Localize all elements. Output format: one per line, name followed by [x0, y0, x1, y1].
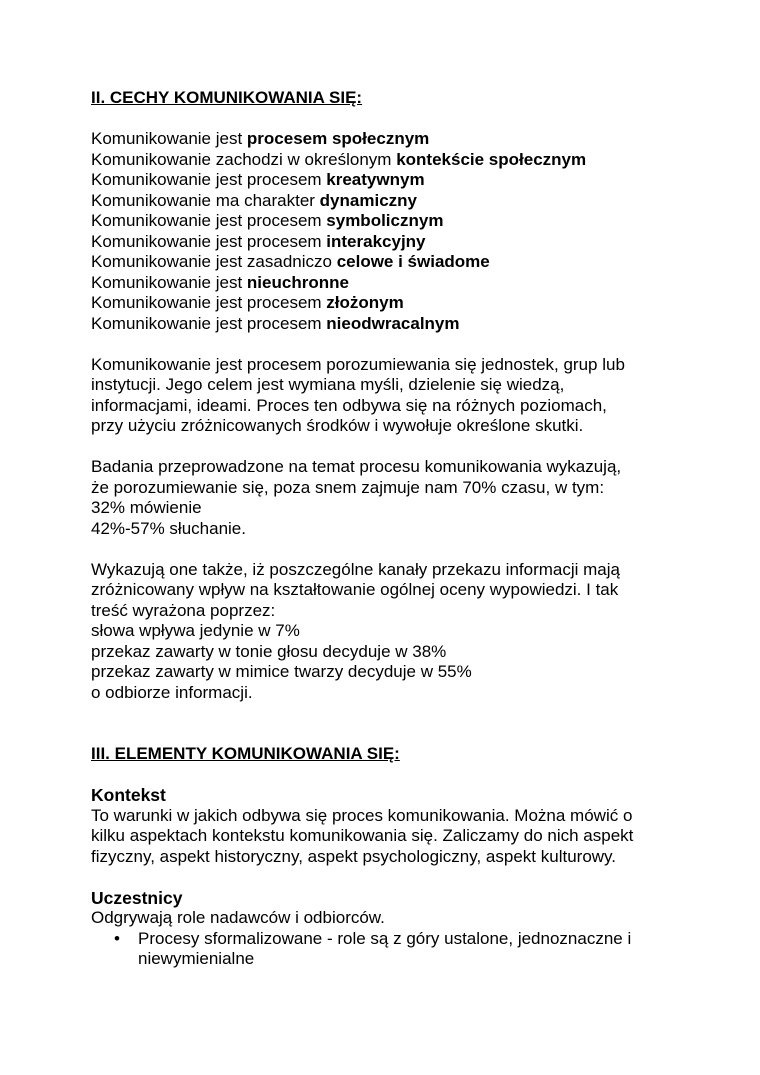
- feature-line: [91, 191, 691, 212]
- spacer: [91, 539, 691, 560]
- feature-emphasis: celowe i świadome: [336, 252, 490, 271]
- bullet-list: [91, 929, 691, 970]
- spacer: [91, 437, 691, 458]
- feature-text: Komunikowanie jest procesem: [91, 293, 327, 312]
- spacer: [91, 334, 691, 355]
- feature-line: [91, 314, 691, 335]
- paragraph-line: Badania przeprowadzone na temat procesu komunikowania wykazują,: [91, 457, 622, 476]
- paragraph-line: o odbiorze informacji.: [91, 682, 253, 702]
- bullet-icon: •: [114, 928, 120, 948]
- feature-emphasis: kontekście społecznym: [396, 149, 587, 169]
- paragraph-line: zróżnicowany wpływ na kształtowanie ogólnej oceny wypowiedzi. I tak: [91, 580, 619, 599]
- feature-line: [91, 150, 691, 171]
- feature-emphasis: dynamiczny: [319, 190, 417, 210]
- feature-emphasis: złożonym: [326, 293, 404, 312]
- paragraph-line: przy użyciu zróżnicowanych środków i wywołuje określone skutki.: [91, 416, 584, 435]
- feature-emphasis: symbolicznym: [326, 211, 444, 230]
- feature-text: Komunikowanie jest: [91, 272, 247, 292]
- subsection-title-kontekst: Kontekst: [91, 785, 166, 805]
- spacer: [91, 109, 691, 130]
- paragraph-definition: [91, 355, 691, 437]
- feature-text: Komunikowanie jest: [91, 129, 247, 148]
- feature-line: [91, 232, 691, 253]
- feature-line: [91, 129, 691, 150]
- feature-emphasis: nieuchronne: [246, 272, 349, 292]
- spacer: [91, 703, 691, 724]
- paragraph-kontekst: [91, 806, 691, 868]
- feature-text: Komunikowanie zachodzi w określonym: [91, 149, 397, 169]
- paragraph-line: że porozumiewanie się, poza snem zajmuje nam 70% czasu, w tym:: [91, 477, 605, 497]
- paragraph-line: Komunikowanie jest procesem porozumiewania się jednostek, grup lub: [91, 354, 625, 374]
- paragraph-line: przekaz zawarty w tonie głosu decyduje w 38%: [91, 641, 447, 661]
- paragraph-line: przekaz zawarty w mimice twarzy decyduje w 55%: [91, 662, 472, 681]
- paragraph-line: To warunki w jakich odbywa się proces komunikowania. Można mówić o: [91, 805, 633, 825]
- feature-line: [91, 252, 691, 273]
- spacer: [91, 867, 691, 888]
- feature-emphasis: interakcyjny: [326, 231, 426, 251]
- feature-emphasis: procesem społecznym: [246, 129, 430, 148]
- section-3-heading: III. ELEMENTY KOMUNIKOWANIA SIĘ:: [91, 744, 400, 763]
- paragraph-line: 42%-57% słuchanie.: [91, 518, 246, 538]
- spacer: [91, 765, 691, 786]
- document-content: [91, 88, 691, 970]
- feature-text: Komunikowanie ma charakter: [91, 190, 320, 210]
- feature-text: Komunikowanie jest procesem: [91, 170, 327, 189]
- section-2-heading: II. CECHY KOMUNIKOWANIA SIĘ:: [91, 88, 363, 107]
- paragraph-line: Odgrywają role nadawców i odbiorców.: [91, 908, 385, 927]
- list-item-line: Procesy sformalizowane - role są z góry ustalone, jednoznaczne i: [138, 928, 632, 948]
- paragraph-line: fizyczny, aspekt historyczny, aspekt psychologiczny, aspekt kulturowy.: [91, 846, 617, 866]
- feature-text: Komunikowanie jest zasadniczo: [91, 252, 337, 271]
- feature-text: Komunikowanie jest procesem: [91, 231, 327, 251]
- feature-line: [91, 273, 691, 294]
- list-item-line: niewymienialne: [138, 949, 255, 968]
- paragraph-channels: [91, 560, 691, 704]
- paragraph-line: treść wyrażona poprzez:: [91, 600, 276, 620]
- feature-text: Komunikowanie jest procesem: [91, 211, 327, 230]
- feature-emphasis: kreatywnym: [326, 170, 425, 189]
- feature-line: [91, 293, 691, 314]
- features-list: [91, 129, 691, 334]
- subsection-title-uczestnicy: Uczestnicy: [91, 887, 183, 908]
- feature-text: Komunikowanie jest procesem: [91, 313, 327, 333]
- paragraph-line: słowa wpływa jedynie w 7%: [91, 621, 300, 640]
- paragraph-line: instytucji. Jego celem jest wymiana myśli, dzielenie się wiedzą,: [91, 375, 565, 394]
- spacer: [91, 724, 691, 745]
- paragraph-line: Wykazują one także, iż poszczególne kanały przekazu informacji mają: [91, 559, 620, 579]
- feature-emphasis: nieodwracalnym: [326, 313, 460, 333]
- paragraph-line: 32% mówienie: [91, 498, 202, 517]
- paragraph-line: kilku aspektach kontekstu komunikowania się. Zaliczamy do nich aspekt: [91, 826, 634, 845]
- feature-line: [91, 211, 691, 232]
- paragraph-line: informacjami, ideami. Proces ten odbywa się na różnych poziomach,: [91, 395, 607, 415]
- feature-line: [91, 170, 691, 191]
- list-item: [91, 929, 691, 970]
- paragraph-research: [91, 457, 691, 539]
